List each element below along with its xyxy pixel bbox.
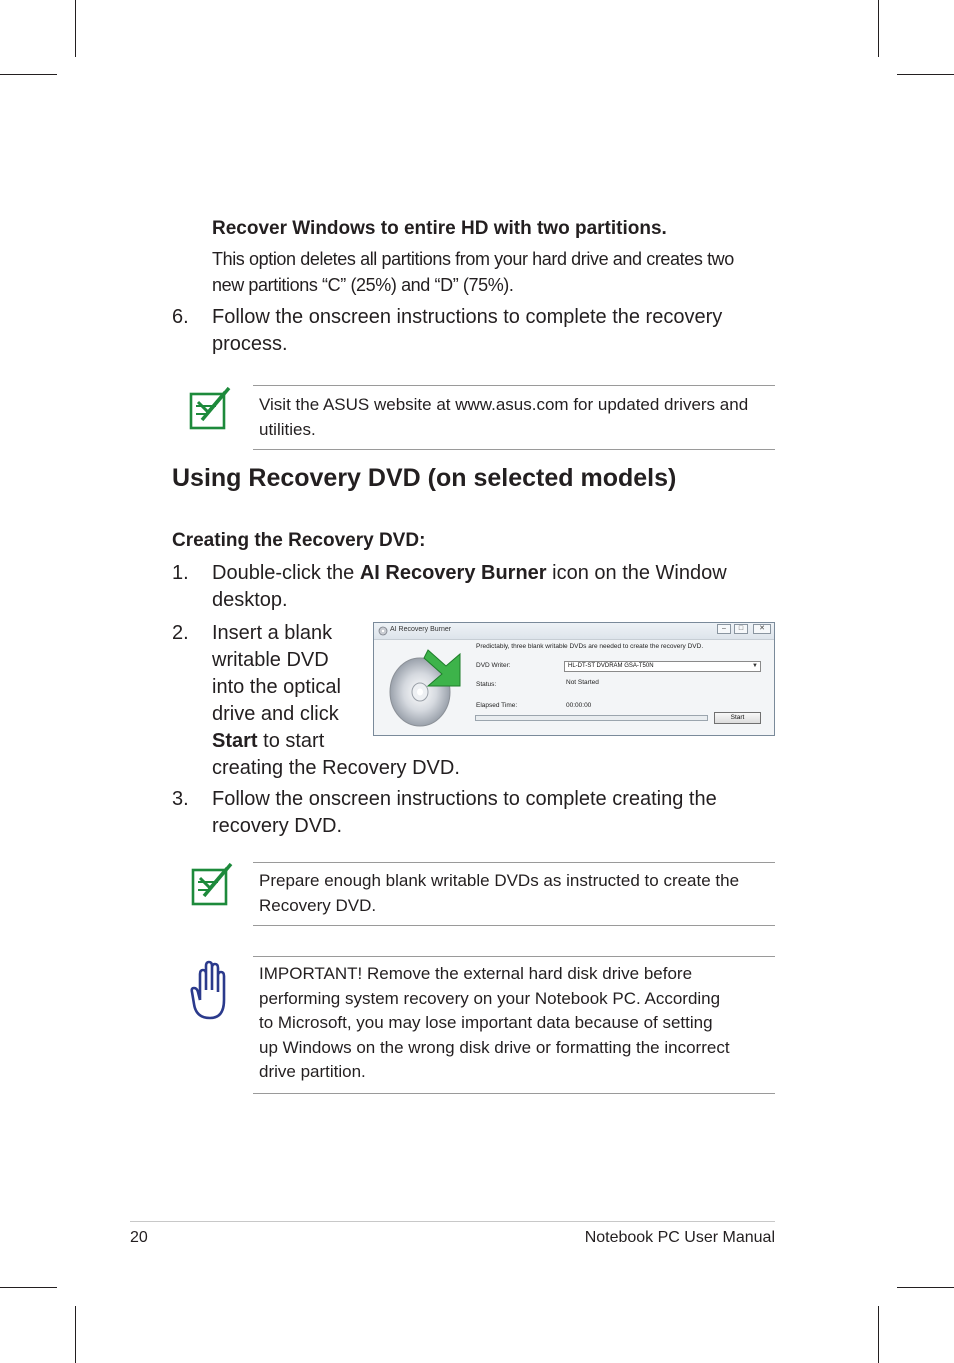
step-text: to start [257, 730, 325, 752]
step-number: 1. [172, 562, 189, 584]
dialog-title: AI Recovery Burner [390, 626, 452, 633]
crop-mark [897, 74, 954, 75]
step-3-text [212, 786, 717, 840]
hand-warning-icon [188, 960, 232, 1022]
note-rule-bottom [253, 449, 775, 450]
important-line: to Microsoft, you may lose important data because of setting [259, 1013, 713, 1032]
note-pencil-icon [190, 862, 234, 908]
step-6-text [212, 304, 722, 358]
note-pencil-icon [188, 386, 232, 432]
note-text [259, 392, 748, 442]
important-line: IMPORTANT! Remove the external hard disk drive before [259, 964, 693, 983]
step-text: Double-click the [212, 562, 360, 584]
step-1-text [212, 560, 727, 614]
step-number: 3. [172, 788, 189, 810]
note-line: Prepare enough blank writable DVDs as instructed to create the [259, 871, 740, 890]
note-rule-bottom [253, 925, 775, 926]
note-rule-top [253, 862, 775, 863]
important-line: performing system recovery on your Notebook PC. According [259, 988, 721, 1008]
step-line [212, 560, 727, 587]
step-line: recovery DVD. [212, 815, 343, 837]
important-rule-top [253, 956, 775, 957]
crop-mark [878, 0, 879, 57]
note-line: Visit the ASUS website at www.asus.com for updated drivers and [259, 395, 749, 414]
step-number: 2. [172, 622, 189, 644]
footer-rule [130, 1221, 775, 1222]
crop-mark [75, 1306, 76, 1363]
step-line: drive and click [212, 703, 339, 725]
option-desc-line: This option deletes all partitions from your hard drive and creates two [212, 249, 734, 269]
option-desc-line: new partitions “C” (25%) and “D” (75%). [212, 275, 514, 295]
step-number: 6. [172, 306, 189, 328]
app-icon [378, 626, 388, 636]
note-rule-top [253, 385, 775, 386]
important-rule-bottom [253, 1093, 775, 1094]
important-line: drive partition. [259, 1062, 366, 1081]
note-line: utilities. [259, 420, 316, 439]
note-line: Recovery DVD. [259, 896, 377, 915]
start-button[interactable]: Start [714, 712, 761, 724]
dvd-writer-label: DVD Writer: [476, 662, 511, 669]
close-button[interactable]: ✕ [753, 624, 771, 634]
option-description [212, 246, 734, 298]
status-value: Not Started [566, 679, 599, 686]
important-text [259, 962, 730, 1085]
status-label: Status: [476, 681, 497, 688]
minimize-button[interactable]: – [717, 624, 731, 634]
step-text: icon on the Window [546, 562, 727, 584]
step-line: creating the Recovery DVD. [212, 757, 460, 779]
dialog-titlebar [374, 623, 774, 640]
dvd-writer-value: HL-DT-ST DVDRAM GSA-T50N [568, 663, 654, 669]
crop-mark [878, 1306, 879, 1363]
chevron-down-icon: ▼ [752, 663, 758, 669]
maximize-button[interactable]: □ [734, 624, 748, 634]
elapsed-time-value: 00:00:00 [566, 702, 592, 709]
note-text [259, 868, 739, 918]
step-line: Follow the onscreen instructions to complete the recovery [212, 306, 723, 328]
subsection-title: Creating the Recovery DVD: [172, 530, 426, 551]
step-line: desktop. [212, 589, 288, 611]
disc-icon [384, 644, 466, 730]
step-line: writable DVD [212, 649, 329, 671]
page-number: 20 [130, 1229, 148, 1246]
section-title: Using Recovery DVD (on selected models) [172, 464, 677, 492]
app-name: AI Recovery Burner [359, 562, 547, 584]
elapsed-time-label: Elapsed Time: [476, 702, 518, 709]
important-line: up Windows on the wrong disk drive or formatting the incorrect [259, 1037, 730, 1057]
step-line: Follow the onscreen instructions to complete creating the [212, 788, 717, 810]
dvd-writer-select[interactable] [564, 661, 761, 672]
option-title: Recover Windows to entire HD with two partitions. [212, 218, 667, 239]
manual-title: Notebook PC User Manual [584, 1229, 775, 1246]
crop-mark [0, 74, 57, 75]
step-line: into the optical [212, 676, 341, 698]
crop-mark [75, 0, 76, 57]
step-line: process. [212, 333, 288, 355]
start-keyword: Start [212, 730, 258, 752]
crop-mark [0, 1287, 57, 1288]
progress-bar [475, 715, 708, 721]
dialog-message: Predictably, three blank writable DVDs are needed to create the recovery DVD. [476, 643, 704, 650]
step-line: Insert a blank [212, 622, 333, 644]
crop-mark [897, 1287, 954, 1288]
